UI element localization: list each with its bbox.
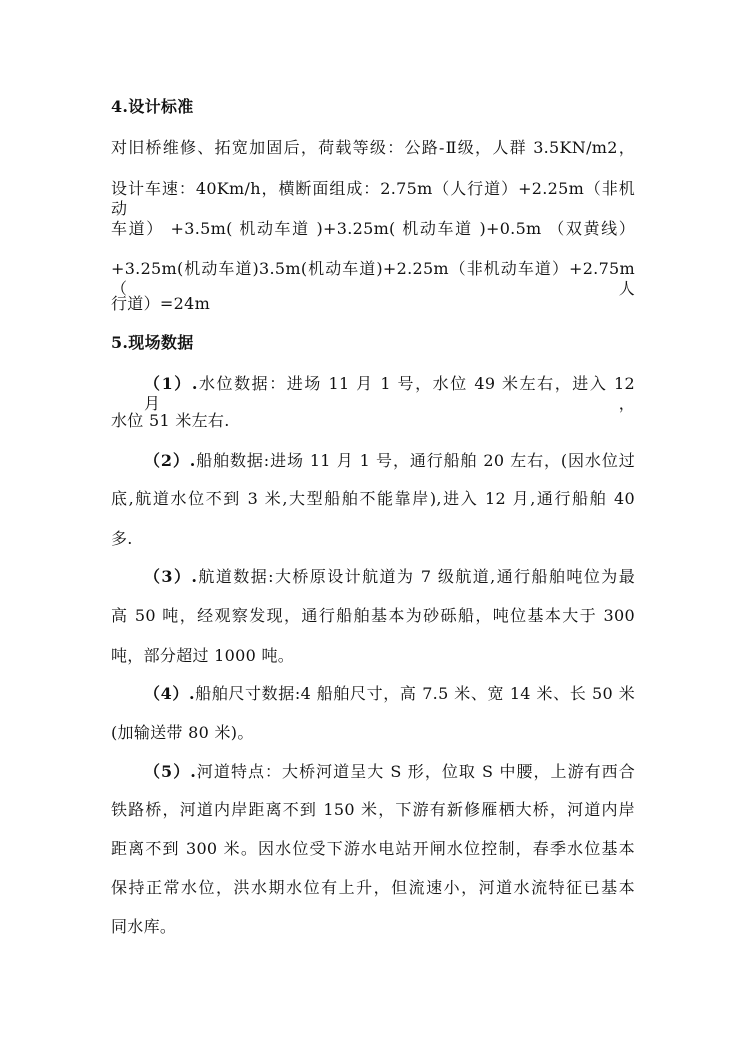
data-item-1-first-line <box>144 374 635 414</box>
data-item-3-line: 吨，部分超过 1000 吨。 <box>111 646 295 665</box>
item-number: （5）. <box>144 762 197 781</box>
data-item-5-line: 铁路桥，河道内岸距离不到 150 米，下游有新修雁栖大桥，河道内岸 <box>111 800 635 819</box>
section-4-line: 对旧桥维修、拓宽加固后，荷载等级：公路-Ⅱ级，人群 3.5KN/m2， <box>111 138 635 157</box>
item-number: （1）. <box>144 374 198 393</box>
data-item-4-line: (加输送带 80 米)。 <box>111 723 254 742</box>
data-item-3-first-line <box>144 567 635 587</box>
data-item-2-first-line <box>144 451 635 471</box>
data-item-5-line: 保持正常水位，洪水期水位有上升，但流速小，河道水流特征已基本 <box>111 878 635 897</box>
item-number: （2）. <box>144 451 196 470</box>
section-4-heading: 4.设计标准 <box>111 97 194 116</box>
section-5-heading: 5.现场数据 <box>111 333 194 352</box>
item-text: 船舶尺寸数据:4 船舶尺寸，高 7.5 米、宽 14 米、长 50 米 <box>194 684 636 703</box>
data-item-5-line: 同水库。 <box>111 917 177 936</box>
data-item-4-first-line <box>144 684 635 704</box>
section-4-line: 车道） +3.5m( 机动车道 )+3.25m( 机动车道 )+0.5m （双黄线） <box>111 219 635 238</box>
data-item-5-first-line <box>144 762 635 782</box>
section-4-line: 设计车速：40Km/h，横断面组成：2.75m（人行道）+2.25m（非机动 <box>111 179 635 218</box>
item-text: 航道数据:大桥原设计航道为 7 级航道,通行船舶吨位为最 <box>197 567 635 586</box>
data-item-2-line: 底,航道水位不到 3 米,大型船舶不能靠岸),进入 12 月,通行船舶 40 <box>111 489 635 508</box>
item-text: 河道特点：大桥河道呈大 S 形，位取 S 中腰，上游有西合 <box>196 762 636 781</box>
data-item-2-line: 多. <box>111 529 133 548</box>
data-item-1-line: 水位 51 米左右. <box>111 411 230 430</box>
data-item-5-line: 距离不到 300 米。因水位受下游水电站开闸水位控制，春季水位基本 <box>111 839 635 858</box>
item-text: 船舶数据:进场 11 月 1 号，通行船舶 20 左右，(因水位过 <box>195 451 636 470</box>
data-item-3-line: 高 50 吨，经观察发现，通行船舶基本为砂砾船，吨位基本大于 300 <box>111 606 635 625</box>
item-text: 水位数据：进场 11 月 1 号，水位 49 米左右，进入 12 月， <box>144 374 635 413</box>
section-4-line: +3.25m(机动车道)3.5m(机动车道)+2.25m（非机动车道）+2.75m（人 <box>111 259 635 298</box>
item-number: （4）. <box>144 684 195 703</box>
item-number: （3）. <box>144 567 198 586</box>
section-4-line: 行道）=24m <box>111 294 211 313</box>
